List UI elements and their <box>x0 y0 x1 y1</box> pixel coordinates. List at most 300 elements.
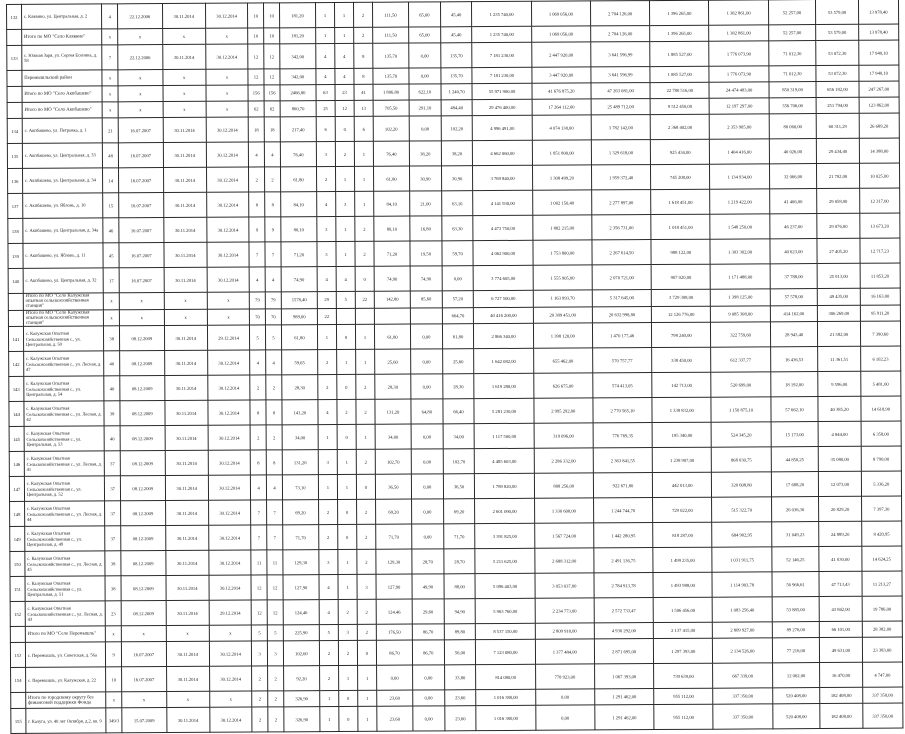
value-cell: 2 <box>265 167 281 192</box>
value-cell: 53 579,00 <box>816 24 858 40</box>
value-cell: 1 <box>336 241 355 266</box>
value-cell: 30.11.2014 <box>164 375 208 400</box>
value-cell: 19 786,00 <box>862 596 903 621</box>
value-cell: 49 631,00 <box>820 638 862 663</box>
row-number-cell: 148 <box>10 502 25 527</box>
value-cell: 1 885 527,00 <box>650 66 709 82</box>
value-cell: 7 <box>251 525 267 550</box>
value-cell: 2 277 897,00 <box>592 190 651 215</box>
value-cell: 4 747,00 <box>862 662 903 687</box>
value-cell: 61,80 <box>374 324 410 349</box>
value-cell: 70 <box>250 309 266 326</box>
value-cell: 705,50 <box>373 100 409 116</box>
value-cell: 08.12.2009 <box>121 501 166 526</box>
value-cell: 1 404 416,00 <box>710 139 769 164</box>
address-cell: Перемышльский район <box>22 70 103 86</box>
value-cell: 131,20 <box>375 399 411 424</box>
row-number-cell: 139 <box>8 243 23 268</box>
value-cell: 1 851 800,00 <box>532 140 591 165</box>
value-cell: 85,60 <box>410 291 442 308</box>
value-cell: 86,70 <box>412 640 444 665</box>
value-cell: 3 <box>317 216 336 241</box>
value-cell: 34,00 <box>375 424 411 449</box>
value-cell: х <box>206 28 248 44</box>
value-cell: 30.11.2014 <box>163 142 207 167</box>
value-cell: х <box>119 293 164 310</box>
value-cell: 1 <box>358 665 377 690</box>
value-cell: 28,70 <box>412 549 444 574</box>
value-cell: 4 <box>335 43 354 68</box>
value-cell: 30.12.2014 <box>207 242 249 267</box>
value-cell: 729 022,00 <box>653 497 712 522</box>
value-cell: 4 <box>319 600 338 625</box>
value-cell: 1 776 073,90 <box>709 41 768 66</box>
value-cell: 23 <box>105 601 121 626</box>
value-cell: 0,00 <box>409 68 441 84</box>
value-cell: 64,80 <box>411 399 443 424</box>
value-cell: 10 025,00 <box>859 163 900 188</box>
value-cell: 24 474 483,00 <box>709 82 768 98</box>
value-cell: 0 <box>355 266 374 291</box>
value-cell: х <box>122 692 167 708</box>
value-cell: 4 <box>317 191 336 216</box>
value-cell: 08.12.2009 <box>120 426 165 451</box>
value-cell: 89 276,00 <box>772 622 820 638</box>
value-cell: 17 <box>103 268 119 293</box>
value-cell: 1 240,70 <box>441 84 473 100</box>
value-cell: 16.07.2007 <box>121 642 166 667</box>
value-cell: 342,00 <box>280 69 316 85</box>
value-cell: 30.11.2014 <box>165 550 209 575</box>
value-cell: 9 <box>265 217 281 242</box>
row-number-cell: 154 <box>11 668 26 693</box>
value-cell: 2 809 927,00 <box>713 622 772 638</box>
value-cell: 23,60 <box>377 706 413 731</box>
value-cell: 21 <box>102 118 118 143</box>
value-cell: 21 702,00 <box>817 163 859 188</box>
value-cell: 3 391 825,00 <box>475 524 534 549</box>
address-cell: с. Акпбашево, ул. Центральная, д. 34 <box>22 168 103 193</box>
value-cell: 4 <box>319 575 338 600</box>
address-cell: Итого по МО "Село Акпбашево" <box>22 102 103 118</box>
value-cell: 4 062 900,00 <box>473 240 532 265</box>
value-cell: 1 308 499,20 <box>532 165 591 190</box>
value-cell: 23 383,00 <box>862 637 903 662</box>
value-cell: 1 885 527,00 <box>650 41 709 66</box>
address-cell: с. Калужская Опытная Сельскохозяйственная с., ул. Центральная, д. 54 <box>24 376 105 401</box>
address-cell: Итого по МО "Село Акпбашево" <box>22 86 103 102</box>
value-cell: 342,00 <box>280 44 316 69</box>
value-cell: 65,00 <box>408 2 440 27</box>
value-cell: 30.11.2014 <box>163 217 207 242</box>
value-cell: 38,20 <box>441 141 473 166</box>
address-cell: г. Калуга, ул. 40 лет Октября, д.2, кв. 9 <box>26 708 107 733</box>
value-cell: 16.07.2007 <box>119 243 164 268</box>
value-cell: 53 072,30 <box>816 65 858 81</box>
value-cell: 30.12.2014 <box>206 142 248 167</box>
value-cell: 7 <box>265 242 281 267</box>
row-number-cell <box>8 310 23 327</box>
value-cell: 35 080,00 <box>819 447 861 472</box>
value-cell: 26 036,30 <box>771 497 819 522</box>
value-cell: 142,80 <box>374 291 410 308</box>
value-cell: 102,60 <box>283 641 319 666</box>
value-cell: 0,00 <box>413 690 445 706</box>
value-cell: 2 <box>318 350 337 375</box>
value-cell: 520 699,00 <box>711 372 770 397</box>
value-cell: 2 <box>355 216 374 241</box>
value-cell: 20 389 451,00 <box>533 307 592 324</box>
value-cell: 24 889,20 <box>819 522 861 547</box>
value-cell: 0 <box>337 500 356 525</box>
value-cell: 10 <box>106 667 122 692</box>
value-cell: 570 757,77 <box>593 348 652 373</box>
value-cell: 4 844,00 <box>818 422 860 447</box>
value-cell: 9 <box>249 217 265 242</box>
value-cell <box>336 308 355 325</box>
value-cell: х <box>206 69 248 85</box>
value-cell: 38,20 <box>409 141 441 166</box>
row-number-cell: 133 <box>7 45 22 70</box>
value-cell: 1 <box>356 424 375 449</box>
address-cell: с. Калужская Опытная Сельскохозяйственная с., ул. Лесная, д. 43 <box>25 601 106 626</box>
value-cell: 30.11.2014 <box>165 475 209 500</box>
value-cell: 30.12.2014 <box>210 707 252 732</box>
value-cell: 622,10 <box>409 84 441 100</box>
value-cell: 1 069 056,00 <box>531 26 590 42</box>
value-cell: 12 317,00 <box>859 188 900 213</box>
value-cell: 8 537 150,00 <box>476 623 535 639</box>
value-cell: 86,70 <box>376 640 412 665</box>
value-cell: 37 <box>105 526 121 551</box>
value-cell: 655 462,00 <box>533 348 592 373</box>
value-cell: 29,60 <box>412 599 444 624</box>
value-cell: 247 267,00 <box>859 81 900 97</box>
value-cell: 135,70 <box>373 68 409 84</box>
value-cell: 38 <box>105 576 121 601</box>
value-cell: 2 <box>268 707 284 732</box>
value-cell: х <box>118 86 163 102</box>
value-cell: 8 <box>266 400 282 425</box>
value-cell: 22 <box>355 291 374 308</box>
value-cell: х <box>119 309 164 326</box>
value-cell: 1 <box>337 450 356 475</box>
value-cell: 4 074 138,00 <box>532 115 591 140</box>
value-cell: 3 447 920,00 <box>532 67 591 83</box>
value-cell: 1 493 988,00 <box>653 572 712 597</box>
value-cell: 77 216,00 <box>772 638 820 663</box>
value-cell: 6 <box>316 116 335 141</box>
value-cell: 3 729 308,00 <box>651 289 710 306</box>
value-cell: 37 788,00 <box>770 264 818 289</box>
value-cell: 3 641 596,99 <box>591 42 650 67</box>
value-cell: 22 <box>317 308 336 325</box>
row-number-cell: 140 <box>8 268 23 293</box>
value-cell: 16.07.2007 <box>119 168 164 193</box>
value-cell: 3 <box>338 625 357 641</box>
value-cell: 3 <box>317 241 336 266</box>
value-cell: 53 579,00 <box>816 0 858 25</box>
value-cell: 1 555 905,00 <box>533 265 592 290</box>
table-body <box>7 0 903 734</box>
value-cell: 30,90 <box>441 166 473 191</box>
value-cell: 1 291 462,00 <box>595 705 654 730</box>
value-cell: 23,60 <box>444 690 476 706</box>
value-cell: 520 408,00 <box>772 688 820 704</box>
value-cell: 156 <box>248 85 264 101</box>
address-cell: с. Акпбашево, ул. Яблонь, д. 11 <box>23 243 104 268</box>
value-cell: 16.07.2007 <box>118 143 163 168</box>
value-cell: 30.12.2014 <box>208 425 250 450</box>
value-cell: 808 256,00 <box>534 473 593 498</box>
value-cell: 5 <box>250 325 266 350</box>
value-cell: 88,00 <box>444 574 476 599</box>
value-cell: 7 <box>267 525 283 550</box>
value-cell: 69,20 <box>282 500 318 525</box>
value-cell: 860,70 <box>280 101 316 117</box>
address-cell: с. Перемышль, ул. Калужская, д. 22 <box>25 667 106 692</box>
value-cell: 7 <box>249 242 265 267</box>
value-cell: 4 <box>335 68 354 84</box>
value-cell: 30.11.2014 <box>162 3 206 28</box>
value-cell: 2 <box>319 666 338 691</box>
value-cell: 5 211 625,00 <box>475 549 534 574</box>
value-cell: 524 345,20 <box>711 422 770 447</box>
row-number-cell: 145 <box>9 427 24 452</box>
value-cell: 4 <box>336 266 355 291</box>
value-cell: 1 753 800,00 <box>533 240 592 265</box>
value-cell: 4 662 060,00 <box>473 140 532 165</box>
value-cell: 45 <box>103 243 119 268</box>
value-cell: 61,80 <box>442 324 474 349</box>
value-cell: 30.11.2014 <box>166 575 210 600</box>
value-cell: 30.12.2014 <box>205 3 247 28</box>
value-cell: 30.11.2014 <box>164 267 208 292</box>
value-cell: 2 <box>335 141 354 166</box>
value-cell: 70 <box>265 308 281 325</box>
value-cell: 1 117 500,00 <box>474 424 533 449</box>
value-cell: 49 435,00 <box>818 288 860 305</box>
value-cell: 80,10 <box>374 216 410 241</box>
value-cell: 0,00 <box>535 689 594 705</box>
value-cell: 28,30 <box>375 374 411 399</box>
value-cell: 12 <box>264 44 280 69</box>
value-cell: х <box>102 86 118 102</box>
row-number-cell: 152 <box>10 602 25 627</box>
value-cell: 34,00 <box>443 424 475 449</box>
value-cell: 37 <box>105 476 121 501</box>
value-cell: 41 030,00 <box>819 547 861 572</box>
value-cell: 52 146,25 <box>772 547 820 572</box>
value-cell: 8 <box>250 400 266 425</box>
value-cell: х <box>206 101 248 117</box>
value-cell: 1 <box>338 575 357 600</box>
value-cell: 442 013,00 <box>653 472 712 497</box>
row-number-cell <box>7 86 22 102</box>
value-cell: 2 363 841,55 <box>593 448 652 473</box>
value-cell <box>410 307 442 324</box>
value-cell: 1 330 608,00 <box>534 498 593 523</box>
value-cell: 2 688 312,00 <box>535 548 594 573</box>
value-cell: 71,70 <box>443 524 475 549</box>
value-cell: 1 329 618,00 <box>591 140 650 165</box>
value-cell: 4 930 292,00 <box>594 623 653 639</box>
value-cell: 12 <box>267 600 283 625</box>
value-cell: 320 608,80 <box>712 472 771 497</box>
value-cell: 1 959 372,40 <box>591 165 650 190</box>
address-cell: с. Акпбашево, ул. Петровка, д. 1 <box>22 118 103 143</box>
value-cell: 14 <box>103 168 119 193</box>
value-cell: 656 182,00 <box>816 81 858 97</box>
value-cell: 27 405,20 <box>817 238 859 263</box>
value-cell: 6 <box>354 116 373 141</box>
value-cell: 4 <box>266 350 282 375</box>
value-cell: 17 940,10 <box>858 65 899 81</box>
value-cell: 814 080,00 <box>476 664 535 689</box>
value-cell: 3 <box>319 550 338 575</box>
value-cell: 71,20 <box>281 242 317 267</box>
value-cell: 1 618 451,00 <box>651 189 710 214</box>
value-cell: 40 623,00 <box>770 239 818 264</box>
value-cell: 4 <box>251 475 267 500</box>
value-cell: 322 759,60 <box>711 322 770 347</box>
value-cell: 40 <box>104 426 120 451</box>
row-number-cell: 141 <box>8 327 23 352</box>
table-row <box>11 703 903 733</box>
value-cell: 22 780 516,00 <box>650 82 709 98</box>
value-cell: 45,40 <box>440 2 472 27</box>
value-cell: 2 <box>318 375 337 400</box>
value-cell: 337 350,00 <box>862 703 903 728</box>
value-cell: 0 <box>336 325 355 350</box>
value-cell: 26 689,20 <box>859 113 900 138</box>
row-number-cell: 134 <box>7 118 22 143</box>
value-cell: 25 <box>316 100 335 116</box>
value-cell: 30.11.2014 <box>163 117 207 142</box>
value-cell: 30.12.2014 <box>209 641 251 666</box>
value-cell: 30.11.2014 <box>163 192 207 217</box>
value-cell: 5 <box>267 625 283 641</box>
value-cell: 30.11.2014 <box>163 242 207 267</box>
value-cell: 21 582,00 <box>818 322 860 347</box>
value-cell: 1 <box>358 706 377 731</box>
value-cell <box>355 308 374 325</box>
value-cell: 102,20 <box>373 116 409 141</box>
value-cell: 08.12.2009 <box>121 551 166 576</box>
value-cell: 94,90 <box>444 599 476 624</box>
value-cell: 1 <box>338 666 357 691</box>
value-cell: 664,70 <box>442 307 474 324</box>
value-cell: 11 <box>251 550 267 575</box>
value-cell: 868 030,75 <box>712 447 771 472</box>
value-cell: 8 <box>250 450 266 475</box>
value-cell: 176,50 <box>376 624 412 640</box>
value-cell: 5 096 403,00 <box>475 574 534 599</box>
value-cell: 16.07.2007 <box>119 193 164 218</box>
value-cell: 124,46 <box>376 599 412 624</box>
value-cell: 955 112,00 <box>654 688 713 704</box>
value-cell: 2 704 126,00 <box>591 26 650 42</box>
value-cell: 667 339,00 <box>713 663 772 688</box>
value-cell: 156 <box>264 85 280 101</box>
value-cell: 17 688,20 <box>771 472 819 497</box>
value-cell: 25,60 <box>375 349 411 374</box>
value-cell: 30.12.2014 <box>206 117 248 142</box>
value-cell: 337 350,00 <box>713 688 772 704</box>
value-cell: 5 481,00 <box>860 371 901 396</box>
value-cell: 745 208,00 <box>651 164 710 189</box>
scanned-document-page <box>6 0 903 724</box>
value-cell: 124,46 <box>283 600 319 625</box>
value-cell: 30.12.2014 <box>209 550 251 575</box>
resettlement-program-table <box>6 0 903 734</box>
value-cell: 1 134 934,00 <box>710 164 769 189</box>
value-cell: 1 303 302,00 <box>710 239 769 264</box>
value-cell: 2 491 136,75 <box>594 548 653 573</box>
value-cell: 2 <box>357 524 376 549</box>
address-cell: Итого по МО "Село Калужская опытная сельскохозяйственная станция" <box>23 310 104 327</box>
value-cell: 14 624,25 <box>861 546 902 571</box>
value-cell: 1 <box>320 707 339 732</box>
value-cell: 2 134 526,00 <box>713 638 772 663</box>
value-cell: 46 237,00 <box>769 214 817 239</box>
value-cell: 2 770 565,10 <box>593 398 652 423</box>
value-cell: 7 390,60 <box>860 321 901 346</box>
value-cell: 337 350,00 <box>862 687 903 703</box>
row-number-cell: 151 <box>10 577 25 602</box>
value-cell: 61,80 <box>280 167 316 192</box>
value-cell: х <box>166 691 209 707</box>
value-cell: 16.07.2007 <box>122 667 167 692</box>
value-cell: 9 596,00 <box>818 372 860 397</box>
value-cell: 2 <box>266 425 282 450</box>
value-cell: 11 <box>267 550 283 575</box>
value-cell: 7 181 230,00 <box>472 67 531 83</box>
value-cell: 38 <box>105 551 121 576</box>
value-cell: 195 340,00 <box>652 422 711 447</box>
value-cell: 291,10 <box>409 100 441 116</box>
value-cell: 44 850,25 <box>771 447 819 472</box>
value-cell: 0,00 <box>413 706 445 731</box>
value-cell: 0,00 <box>411 449 443 474</box>
value-cell: 71,20 <box>374 241 410 266</box>
value-cell: х <box>106 626 122 642</box>
value-cell: 76,40 <box>280 142 316 167</box>
value-cell: х <box>118 29 163 45</box>
value-cell: 14 388,00 <box>859 138 900 163</box>
value-cell: 111,50 <box>373 27 409 43</box>
value-cell: 2 368 402,00 <box>650 114 709 139</box>
value-cell: 1 <box>320 691 339 707</box>
value-cell: 3 782 142,00 <box>591 115 650 140</box>
value-cell: х <box>162 69 205 85</box>
value-cell: 123 862,00 <box>859 97 900 113</box>
value-cell: 2 137 415,00 <box>653 622 712 638</box>
value-cell: 2 <box>250 425 266 450</box>
value-cell: 31 049,23 <box>771 522 819 547</box>
value-cell: 40 026,00 <box>769 139 817 164</box>
value-cell: 30.11.2014 <box>163 167 207 192</box>
value-cell: 1 499 235,00 <box>653 547 712 572</box>
value-cell: 38 <box>104 401 120 426</box>
row-number-cell: 142 <box>9 352 24 377</box>
value-cell: 2 286 332,00 <box>534 448 593 473</box>
value-cell: 30.12.2014 <box>208 375 250 400</box>
value-cell: 28,30 <box>442 374 474 399</box>
value-cell: 0,00 <box>412 524 444 549</box>
value-cell: 9 085 308,00 <box>711 305 770 322</box>
value-cell: 29 058,00 <box>817 188 859 213</box>
